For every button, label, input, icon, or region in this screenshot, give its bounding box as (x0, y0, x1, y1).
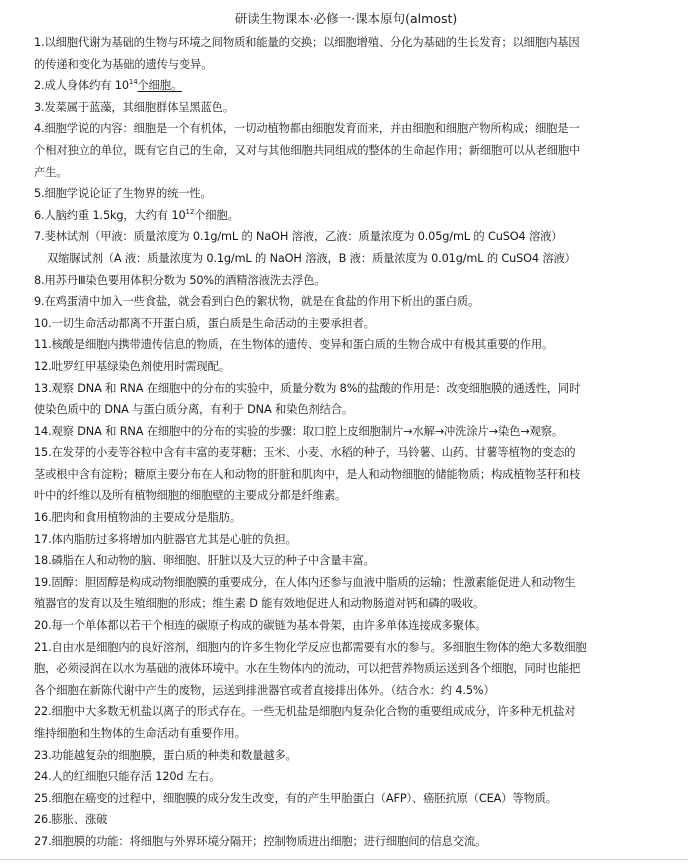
sentence-4-line-2: 个相对独立的单位，既有它自己的生命，又对与其他细胞共同组成的整体的生命起作用；新细胞可以从老细胞中 (34, 143, 581, 157)
sentence-14: 14.观察 DNA 和 RNA 在细胞中的分布的实验的步骤：取口腔上皮细胞制片→水解→冲洗涂片→染色→观察。 (34, 424, 563, 438)
sentence-6-tail: 个细胞。 (194, 208, 239, 222)
sentence-13-line-2: 使染色质中的 DNA 与蛋白质分离，有利于 DNA 和染色剂结合。 (34, 403, 353, 417)
sentence-3: 3.发菜属于蓝藻，其细胞群体呈黑蓝色。 (34, 100, 234, 114)
sentence-12: 12.吡罗红甲基绿染色剂使用时需现配。 (34, 359, 230, 373)
bottom-divider (0, 859, 688, 860)
sentence-2-tail: 个细胞。 (137, 79, 183, 93)
sentence-6 (34, 205, 658, 227)
sentence-25: 25.细胞在癌变的过程中，细胞膜的成分发生改变，有的产生甲胎蛋白（AFP）、癌胚抗原（CEA）等物质。 (34, 791, 557, 805)
sentence-4-line-3: 产生。 (34, 165, 68, 179)
sentence-10: 10.一切生命活动都离不开蛋白质，蛋白质是生命活动的主要承担者。 (34, 316, 375, 330)
sentence-20: 20.每一个单体都以若干个相连的碳原子构成的碳链为基本骨架，由许多单体连接成多聚体。 (34, 619, 487, 633)
sentence-26: 26.膨胀、涨破 (34, 813, 108, 827)
sentence-13-line-1: 13.观察 DNA 和 RNA 在细胞中的分布的实验中，质量分数为 8%的盐酸的作用是：改变细胞膜的通透性，同时 (34, 381, 581, 395)
sentence-5: 5.细胞学说论证了生物界的统一性。 (34, 187, 212, 201)
sentence-23: 23.功能越复杂的细胞膜，蛋白质的种类和数量越多。 (34, 748, 297, 762)
sentence-7-line-2: 双缩脲试剂（A 液：质量浓度为 0.1g/mL 的 NaOH 溶液，B 液：质量浓度为 0.01g/mL 的 CuSO4 溶液） (47, 251, 576, 265)
sentence-9: 9.在鸡蛋清中加入一些食盐，就会看到白色的絮状物，就是在食盐的作用下析出的蛋白质。 (34, 295, 480, 309)
sentence-21-line-2: 胞，必须浸润在以水为基础的液体环境中。水在生物体内的流动，可以把营养物质运送到各个细胞，同时也能把 (34, 662, 581, 676)
sentence-16: 16.肥肉和食用植物油的主要成分是脂肪。 (34, 511, 242, 525)
sentence-15-line-2: 茎或根中含有淀粉；糖原主要分布在人和动物的肝脏和肌肉中，是人和动物细胞的储能物质；构成植物茎秆和枝 (34, 467, 581, 481)
sentence-21-line-3: 各个细胞在新陈代谢中产生的废物，运送到排泄器官或者直接排出体外。（结合水：约 4.5%） (34, 683, 495, 697)
sentence-18: 18.磷脂在人和动物的脑、卵细胞、肝脏以及大豆的种子中含量丰富。 (34, 554, 375, 568)
sentence-17: 17.体内脂肪过多将增加内脏器官尤其是心脏的负担。 (34, 532, 297, 546)
sentence-11: 11.核酸是细胞内携带遗传信息的物质，在生物体的遗传、变异和蛋白质的生物合成中有极其重要的作用。 (34, 338, 554, 352)
sentence-2-text: 2.成人身体约有 10 (34, 79, 129, 93)
sentence-15-line-3: 叶中的纤维以及所有植物细胞的细胞壁的主要成分都是纤维素。 (34, 489, 347, 503)
sentence-6-exponent: 12 (185, 207, 195, 216)
sentence-8: 8.用苏丹Ⅲ染色要用体积分数为 50%的酒精溶液洗去浮色。 (34, 273, 326, 287)
sentence-22-line-1: 22.细胞中大多数无机盐以离子的形式存在。一些无机盐是细胞内复杂化合物的重要组成成分，许多种无机盐对 (34, 705, 576, 719)
sentence-19-line-2: 殖器官的发育以及生殖细胞的形成；维生素 D 能有效地促进人和动物肠道对钙和磷的吸收。 (34, 597, 485, 611)
sentence-22-line-2: 维持细胞和生物体的生命活动有重要作用。 (34, 727, 246, 740)
sentence-15-line-1: 15.在发芽的小麦等谷粒中含有丰富的麦芽糖；玉米、小麦、水稻的种子，马铃薯、山药、甘薯等植物的变态的 (34, 446, 576, 460)
sentence-1-line-1: 1.以细胞代谢为基础的生物与环境之间物质和能量的交换；以细胞增殖、分化为基础的生长发育；以细胞内基因 (34, 36, 580, 49)
page-title: 研读生物课本·必修一·课本原句(almost) (234, 11, 458, 26)
sentence-24: 24.人的红细胞只能存活 120d 左右。 (34, 770, 221, 784)
sentence-6-text: 6.人脑约重 1.5kg，大约有 10 (34, 208, 186, 222)
sentence-19-line-1: 19.固醇：胆固醇是构成动物细胞膜的重要成分，在人体内还参与血液中脂质的运输；性激素能促进人和动物生 (34, 575, 576, 589)
sentence-1-line-2: 的传递和变化为基础的遗传与变异。 (34, 57, 213, 71)
sentence-7-line-1: 7.斐林试剂（甲液：质量浓度为 0.1g/mL 的 NaOH 溶液，乙液：质量浓度为 0.05g/mL 的 CuSO4 溶液） (34, 230, 563, 244)
sentence-4-line-1: 4.细胞学说的内容：细胞是一个有机体，一切动植物都由细胞发育而来，并由细胞和细胞产物所构成；细胞是一 (34, 122, 580, 136)
sentence-2 (34, 75, 658, 97)
sentence-21-line-1: 21.自由水是细胞内的良好溶剂，细胞内的许多生物化学反应也都需要有水的参与。多细胞生物体的绝大多数细胞 (34, 640, 587, 654)
sentence-27: 27.细胞膜的功能：将细胞与外界环境分隔开；控制物质进出细胞；进行细胞间的信息交流。 (34, 834, 487, 848)
sentence-2-exponent: 14 (128, 78, 138, 87)
